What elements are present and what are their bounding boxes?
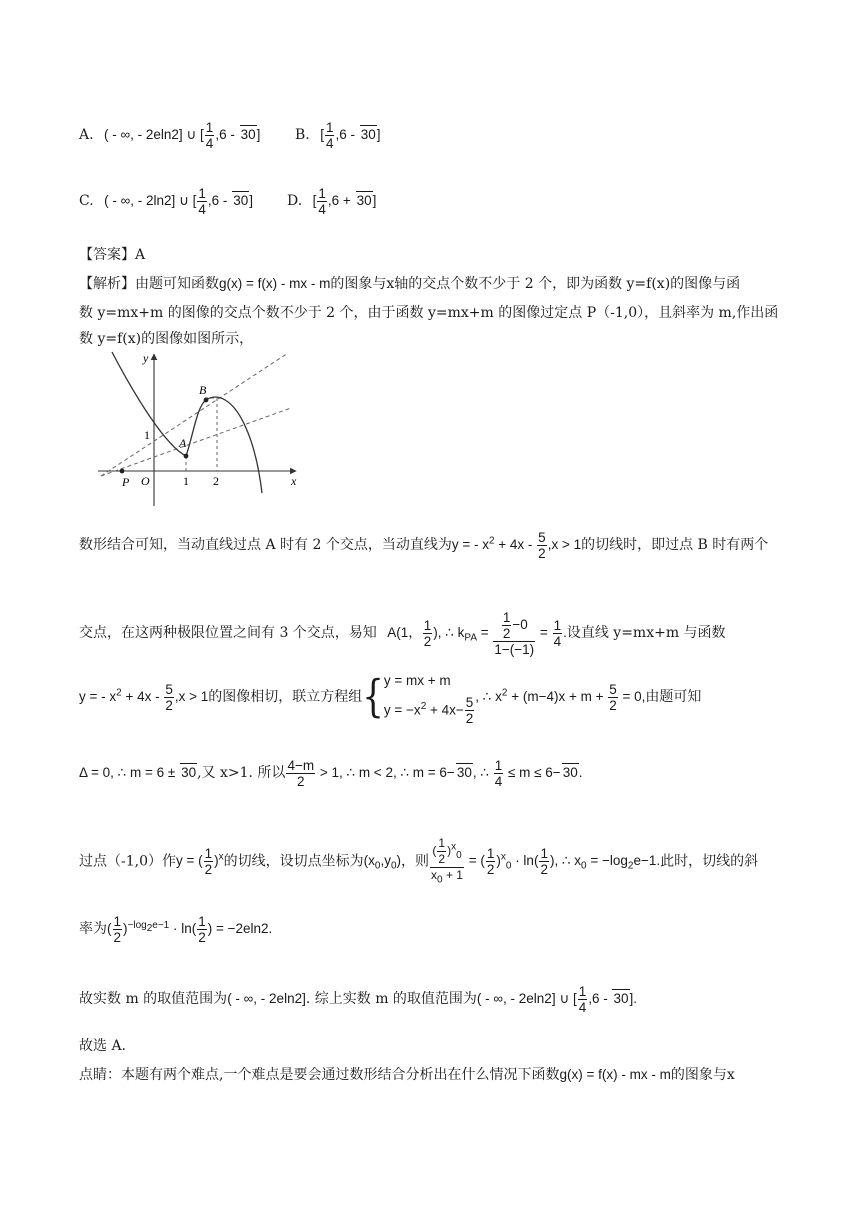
option-a bbox=[79, 120, 260, 151]
option-c-interval: ( - ∞, - 2ln2] ∪ [ $\frac{1}{4}$ ,6 - 30] bbox=[104, 186, 253, 217]
analysis-line-3: 数 y=f(x)的图像如图所示， bbox=[79, 331, 254, 347]
paragraph-9: 点睛：本题有两个难点,一个难点是要会通过数形结合分析出在什么情况下函数g(x) = f(x) - mx - m的图象与x bbox=[79, 1067, 735, 1083]
paragraph-5: 过点（-1,0）作y = ( $\frac{1}{2}$ )$^x$的切线，设切点坐标为$(x_0,y_0)$，则 ( $\frac{1}{2}$ )$^x_0$ $x_0 + 1$ = ( $\frac{1}{2}$ )$^x_0$ · ln( $\frac{1}{2}$ ), ∴ $x_0 = -\log_2e-1$.此时，切线的斜 bbox=[79, 836, 759, 886]
paragraph-6: 率为( $\frac{1}{2}$ )$^{-log_2e-1}$ · ln( $\frac{1}{2}$ ) = −2eln2. bbox=[79, 914, 273, 945]
point-a bbox=[184, 454, 189, 459]
function-curve bbox=[112, 352, 262, 493]
paragraph-8: 故选 A. bbox=[79, 1038, 127, 1054]
option-c-label: C. bbox=[79, 193, 94, 210]
option-a-interval: ( - ∞, - 2eln2] ∪ [ $\frac{1}{4}$ ,6 - 30] bbox=[104, 120, 261, 151]
paragraph-4: Δ = 0, ∴ m = 6 ± 30,又 x>1. 所以 $\frac{4-m}{2}$ > 1, ∴ m < 2, ∴ m = 6− 30, ∴ $\frac{1}{4}$ ≤ m ≤ 6− 30. bbox=[79, 758, 583, 789]
point-b bbox=[204, 398, 209, 403]
function-graph-figure bbox=[96, 348, 306, 508]
system-brace: { bbox=[362, 671, 384, 724]
label-y: y bbox=[143, 351, 149, 365]
option-b-label: B. bbox=[295, 127, 310, 144]
option-d-interval: [ $\frac{1}{4}$ ,6 + 30] bbox=[312, 186, 377, 217]
answer-line: 【答案】A bbox=[79, 247, 146, 263]
paragraph-1: 数形结合可知，当动直线过点 A 时有 2 个交点，当动直线为y = - $x^2 + 4x$ - $\frac{5}{2}$ ,x > 1的切线时，即过点 B 时有两个 bbox=[79, 530, 769, 561]
paragraph-2: 交点，在这两种极限位置之间有 3 个交点，易知 A(1， $\frac{1}{2}$ ), ∴ $k_{PA}$ = $\frac{1}{2}$ −0 1−(−1) = $\frac{1}{4}$ .设直线 y=mx+m 与函数 bbox=[79, 610, 726, 657]
option-d-label: D. bbox=[287, 193, 303, 210]
analysis-line-1: 【解析】由题可知函数g(x) = f(x) - mx - m的图象与x轴的交点个数不少于 2 个，即为函数 y=f(x)的图像与函 bbox=[79, 276, 741, 292]
label-o: O bbox=[141, 474, 150, 488]
equation-system: y = mx + m $y = -x^2 + 4x-$ $\frac{5}{2}$ bbox=[383, 673, 474, 727]
option-b-interval: [ $\frac{1}{4}$ ,6 - 30] bbox=[320, 120, 381, 151]
dashed-line-pb bbox=[101, 353, 288, 476]
option-b bbox=[295, 120, 381, 151]
label-p: P bbox=[122, 475, 130, 489]
option-c bbox=[79, 186, 253, 217]
label-b: B bbox=[199, 383, 207, 397]
label-two-x: 2 bbox=[213, 474, 219, 488]
point-p bbox=[120, 469, 125, 474]
label-x: x bbox=[291, 474, 297, 488]
label-one-y: 1 bbox=[144, 428, 150, 442]
label-a: A bbox=[179, 436, 187, 450]
paragraph-7: 故实数 m 的取值范围为( - ∞, - 2eln2]. 综上实数 m 的取值范围为( - ∞, - 2eln2] ∪ [ $\frac{1}{4}$ ,6 - 30]. bbox=[79, 984, 638, 1015]
analysis-line-2: 数 y=mx+m 的图像的交点个数不少于 2 个，由于函数 y=mx+m 的图像过定点 P（-1,0），且斜率为 m,作出函 bbox=[79, 305, 779, 321]
paragraph-3: y = - $x^2 + 4x$ - $\frac{5}{2}$ ,x > 1的图像相切，联立方程组{ y = mx + m $y = -x^2 + 4x-$ $\frac{5}{2}$ , ∴ $x^2 + (m-4)x + m$ + $\frac{5}{2}$ = 0,由题可知 bbox=[79, 668, 701, 726]
label-one-x: 1 bbox=[183, 474, 189, 488]
option-a-label: A. bbox=[79, 127, 94, 144]
option-d bbox=[287, 186, 376, 217]
